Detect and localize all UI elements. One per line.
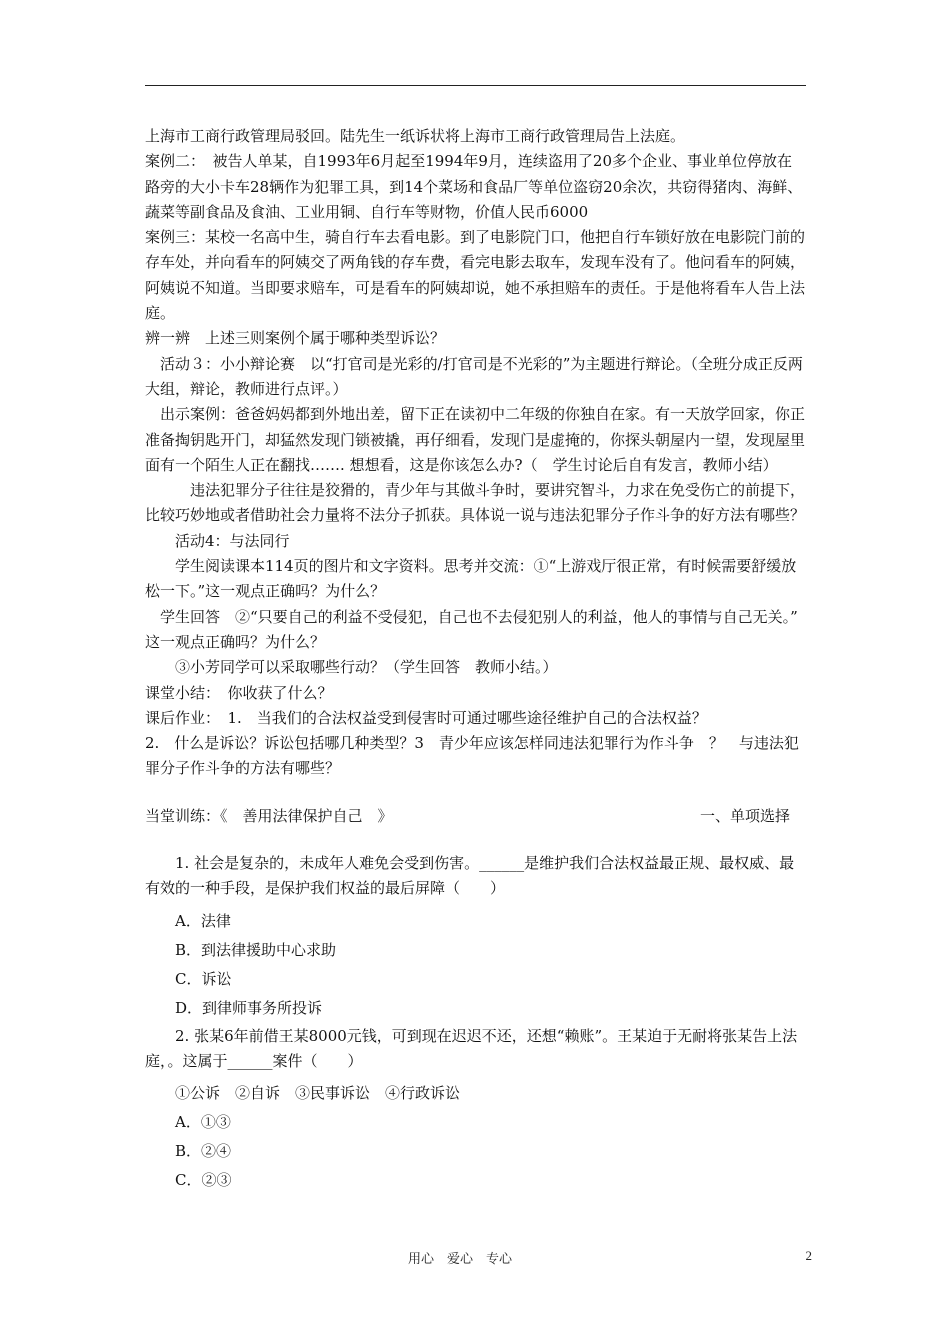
paragraph-show-case: 出示案例：爸爸妈妈都到外地出差，留下正在读初中二年级的你独自在家。有一天放学回家，你正准备掏钥匙开门，却猛然发现门锁被撬，再仔细看，发现门是虚掩的，你探头朝屋内一望，发现屋里面有一个陌生人正在翻找……. 想想看，这是你该怎么办?（ 学生讨论后自有发言，教师小结） xyxy=(145,405,806,474)
paragraph-activity4: 活动4：与法同行 xyxy=(175,531,290,550)
paragraph-homework-2: 2. 什么是诉讼？诉讼包括哪几种类型？3 青少年应该怎样同违法犯罪行为作斗争 ？ 与违法犯罪分子作斗争的方法有哪些？ xyxy=(145,734,799,778)
paragraph-discriminate: 辨一辨 上述三则案例个属于哪种类型诉讼？ xyxy=(145,329,446,348)
header-rule xyxy=(145,85,806,86)
question-2-option-a: A．①③ xyxy=(175,1113,231,1132)
paragraph-reading: 学生阅读课本114页的图片和文字资料。思考并交流：①“上游戏厅很正常，有时候需要舒缓放松一下。”这一观点正确吗？为什么？ xyxy=(145,557,797,601)
question-1-option-c: C．诉讼 xyxy=(175,969,232,988)
footer-motto: 用心 爱心 专心 xyxy=(407,1252,512,1267)
exercise-header xyxy=(145,804,806,829)
paragraph-criminals: 违法犯罪分子往往是狡猾的，青少年与其做斗争时，要讲究智斗，力求在免受伤亡的前提下，比较巧妙地或者借助社会力量将不法分子抓获。具体说一说与违法犯罪分子作斗争的好方法有哪些？ xyxy=(145,481,806,525)
document-body xyxy=(145,124,813,1196)
question-2-choices: ①公诉 ②自诉 ③民事诉讼 ④行政诉讼 xyxy=(175,1084,461,1103)
question-2-option-c: C．②③ xyxy=(175,1171,232,1190)
page-number: 2 xyxy=(805,1248,812,1263)
paragraph-homework: 课后作业： 1. 当我们的合法权益受到侵害时可通过哪些途径维护自己的合法权益？ xyxy=(145,708,707,727)
paragraph-xiaofang: ③小芳同学可以采取哪些行动？（学生回答 教师小结。） xyxy=(175,658,558,677)
question-2-stem: 2. 张某6年前借王某8000元钱，可到现在迟迟不还，还想“赖账”。王某迫于无耐将张某告上法庭，。这属于______案件（ ） xyxy=(145,1026,798,1070)
paragraph-student-answer: 学生回答 ②“只要自己的利益不受侵犯，自己也不去侵犯别人的利益，他人的事情与自己无关。” 这一观点正确吗？为什么？ xyxy=(145,607,813,651)
paragraph-summary: 课堂小结： 你收获了什么？ xyxy=(145,683,333,702)
exercise-section: 一、单项选择 xyxy=(699,806,790,825)
paragraph-case3: 案例三：某校一名高中生，骑自行车去看电影。到了电影院门口，他把自行车锁好放在电影院门前的存车处，并向看车的阿姨交了两角钱的存车费，看完电影去取车，发现车没有了。他问看车的阿姨，阿姨说不知道。当即要求赔车，可是看车的阿姨却说，她不承担赔车的责任。于是他将看车人告上法庭。 xyxy=(145,228,806,323)
question-1-option-d: D．到律师事务所投诉 xyxy=(175,998,323,1017)
paragraph-case1-end: 上海市工商行政管理局驳回。陆先生一纸诉状将上海市工商行政管理局告上法庭。 xyxy=(145,127,686,145)
question-1-option-b: B．到法律援助中心求助 xyxy=(175,940,337,959)
exercise-title: 当堂训练：《 善用法律保护自己 》 xyxy=(145,806,393,825)
question-2-option-b: B．②④ xyxy=(175,1142,232,1161)
question-1-option-a: A．法律 xyxy=(175,911,231,930)
question-1-stem: 1. 社会是复杂的，未成年人难免会受到伤害。______是维护我们合法权益最正规、最权威、最有效的一种手段，是保护我们权益的最后屏障（ ） xyxy=(145,854,795,898)
paragraph-case2: 案例二： 被告人单某，自1993年6月起至1994年9月，连续盗用了20多个企业、事业单位停放在路旁的大小卡车28辆作为犯罪工具，到14个菜场和食品厂等单位盗窃20余次，共窃得猪肉、海鲜、蔬菜等副食品及食油、工业用铜、自行车等财物，价值人民币6000 xyxy=(145,152,803,221)
paragraph-activity3: 活动３：小小辩论赛 以“打官司是光彩的/打官司是不光彩的”为主题进行辩论。（全班分成正反两大组，辩论，教师进行点评。） xyxy=(145,354,803,398)
